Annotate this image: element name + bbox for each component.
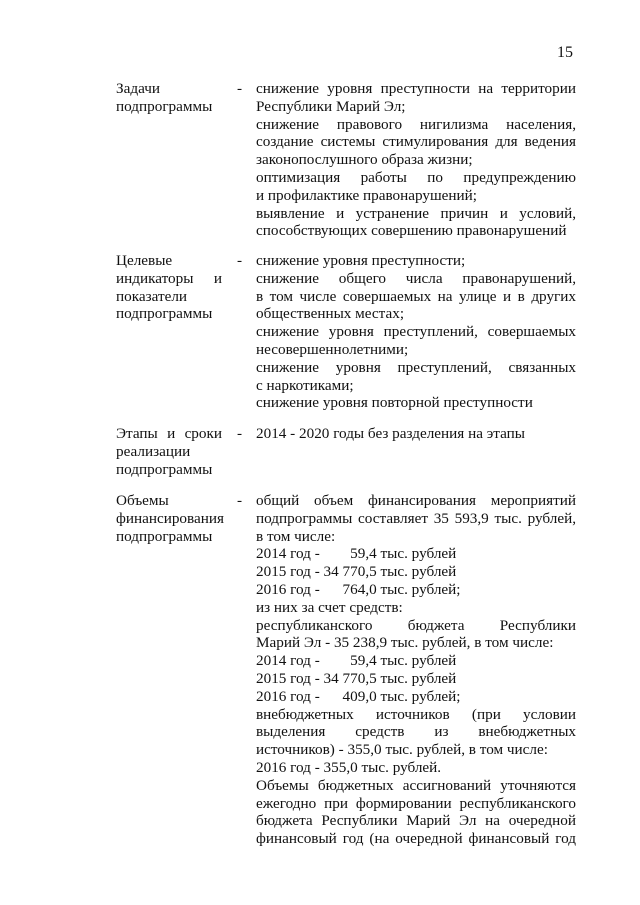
text-line: в том числе совершаемых на улице и в других [256,287,576,305]
text-line: с наркотиками; [256,376,354,394]
dash-separator: - [237,425,243,442]
text-line: Марий Эл - 35 238,9 тыс. рублей, в том числе: [256,634,554,652]
text-line: бюджета Республики Марий Эл на очередной [256,812,576,830]
text-line: 2015 год - 34 770,5 тыс. рублей [256,669,457,687]
text-line: в том числе: [256,527,336,545]
text-line: и профилактике правонарушений; [256,186,478,204]
label-line: показатели [116,287,188,305]
text-line: выявление и устранение причин и условий, [256,204,576,222]
text-line: из них за счет средств: [256,598,403,616]
label-line: Целевые [116,252,173,269]
page-number: 15 [557,44,573,61]
text-line: республиканского бюджета Республики [256,616,576,634]
section-text [256,80,576,240]
text-line: законопослушного образа жизни; [256,151,473,169]
text-line: снижение уровня преступности; [256,252,466,269]
text-line: подпрограммы составляет 35 593,9 тыс. рублей, [256,509,576,527]
text-line: финансовый год (на очередной финансовый год [256,830,576,848]
text-line: 2016 год - 409,0 тыс. рублей; [256,687,461,705]
label-word: Этапы [116,425,158,442]
text-line: Объемы бюджетных ассигнований уточняются [256,776,576,794]
text-line: 2015 год - 34 770,5 тыс. рублей [256,563,457,581]
text-line: внебюджетных источников (при условии [256,705,576,723]
text-line: общественных местах; [256,305,405,323]
label-line: подпрограммы [116,527,213,545]
text-line: снижение общего числа правонарушений, [256,269,576,287]
text-line: снижение уровня преступлений, совершаемых [256,323,576,341]
text-line: снижение уровня повторной преступности [256,394,533,412]
text-line: снижение уровня преступности на территории [256,80,576,97]
label-word: индикаторы [116,269,194,287]
label-line: подпрограммы [116,305,213,323]
label-word: и [213,269,222,287]
text-line: выделения средств из внебюджетных [256,723,576,741]
section-label [116,492,222,545]
text-line: несовершеннолетними; [256,340,409,358]
label-word: сроки [184,425,222,442]
section-text [256,492,576,848]
label-line: Объемы [116,492,169,509]
text-line: источников) - 355,0 тыс. рублей, в том числе: [256,741,548,759]
label-line: Задачи [116,80,160,97]
label-line: финансирования [116,509,224,527]
text-line: способствующих совершению правонарушений [256,222,567,240]
text-line: оптимизация работы по предупреждению [256,168,576,186]
label-word: и [167,425,176,442]
text-line: снижение правового нигилизма населения, [256,115,576,133]
text-line: 2016 год - 355,0 тыс. рублей. [256,758,442,776]
dash-separator: - [237,80,243,97]
text-line: ежегодно при формировании республиканского [256,794,576,812]
dash-separator: - [237,252,243,269]
section-label [116,80,222,116]
section-text [256,425,576,443]
text-line: 2014 год - 59,4 тыс. рублей [256,545,457,563]
label-line: реализации [116,442,191,460]
text-line: 2014 - 2020 годы без разделения на этапы [256,425,525,442]
text-line: общий объем финансирования мероприятий [256,492,576,509]
label-line [116,270,222,288]
section-label [116,425,222,478]
section-label [116,252,222,323]
label-line: подпрограммы [116,460,213,478]
text-line: создание системы стимулирования для ведения [256,133,576,151]
dash-separator: - [237,492,243,509]
text-line: снижение уровня преступлений, связанных [256,358,576,376]
text-line: Республики Марий Эл; [256,97,406,115]
label-line [116,425,222,443]
text-line: 2014 год - 59,4 тыс. рублей [256,652,457,670]
label-line: подпрограммы [116,97,213,115]
text-line: 2016 год - 764,0 тыс. рублей; [256,580,461,598]
section-text [256,252,576,412]
